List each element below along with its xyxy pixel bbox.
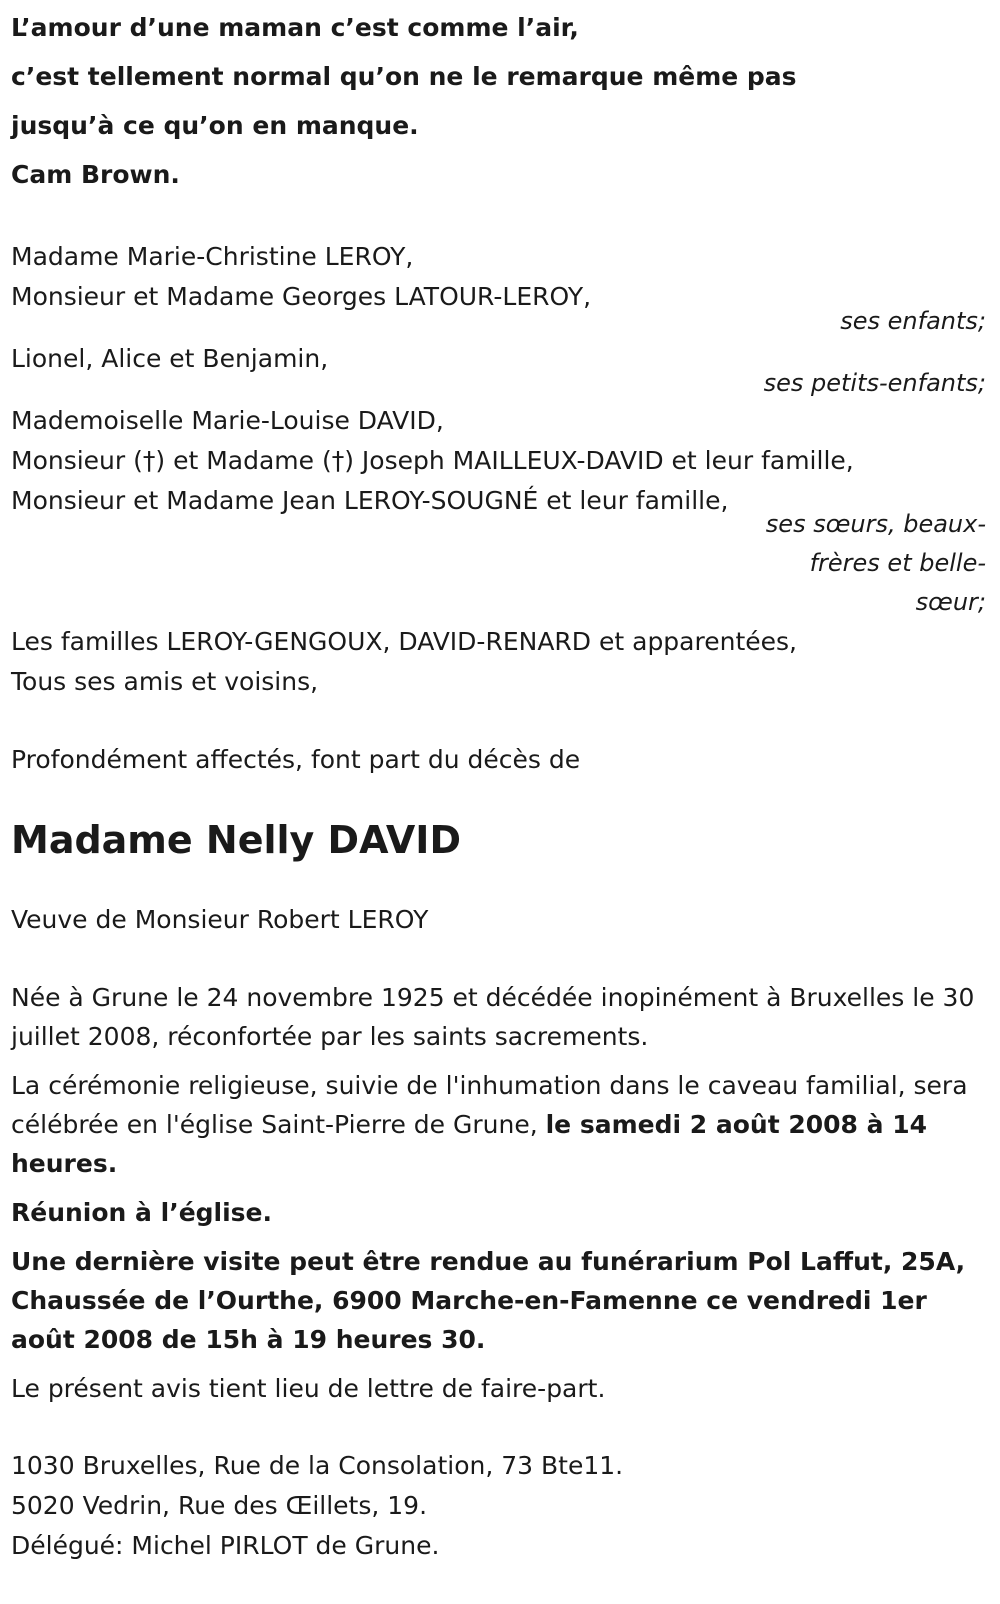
family-member: Lionel, Alice et Benjamin, <box>11 344 329 373</box>
ceremony-text: La cérémonie religieuse, suivie de l'inhumation dans le caveau familial, sera célébrée en l'église Saint-Pierre de Grune, <box>11 1071 968 1139</box>
family-member: Les familles LEROY-GENGOUX, DAVID-RENARD et apparentées, <box>11 627 797 656</box>
announcement-text: Profondément affectés, font part du décès de <box>11 745 581 774</box>
family-children <box>11 237 986 341</box>
visit-paragraph: Une dernière visite peut être rendue au funérarium Pol Laffut, 25A, Chaussée de l’Ourthe, 6900 Marche-en-Famenne ce vendredi 1er août 2008 de 15h à 19 heures 30. <box>11 1247 966 1354</box>
family-others <box>11 622 986 702</box>
reunion-text: Réunion à l’église. <box>11 1198 273 1227</box>
notice-text: Le présent avis tient lieu de lettre de faire-part. <box>11 1374 606 1403</box>
family-member: Tous ses amis et voisins, <box>11 667 319 696</box>
quote-line: c’est tellement normal qu’on ne le remarque même pas <box>11 62 797 91</box>
role-grandchildren: ses petits-enfants; <box>763 369 986 397</box>
addresses <box>11 1446 986 1566</box>
family-member: Mademoiselle Marie-Louise DAVID, <box>11 406 444 435</box>
widow-of: Veuve de Monsieur Robert LEROY <box>11 905 429 934</box>
family-grandchildren <box>11 339 986 403</box>
ceremony-paragraph <box>11 1066 986 1183</box>
epigraph-quote <box>11 3 986 199</box>
quote-line: L’amour d’une maman c’est comme l’air, <box>11 13 579 42</box>
quote-author: Cam Brown. <box>11 160 180 189</box>
delegate-line: Délégué: Michel PIRLOT de Grune. <box>11 1531 440 1560</box>
role-children: ses enfants; <box>840 307 986 335</box>
family-siblings <box>11 401 986 622</box>
role-siblings: ses sœurs, beaux-frères et belle-sœur; <box>765 510 986 616</box>
address-line: 1030 Bruxelles, Rue de la Consolation, 73 Bte11. <box>11 1451 624 1480</box>
address-line: 5020 Vedrin, Rue des Œillets, 19. <box>11 1491 428 1520</box>
family-member: Monsieur (†) et Madame (†) Joseph MAILLEUX-DAVID et leur famille, <box>11 446 854 475</box>
family-member: Madame Marie-Christine LEROY, <box>11 242 414 271</box>
family-member: Monsieur et Madame Jean LEROY-SOUGNÉ et leur famille, <box>11 486 729 515</box>
quote-line: jusqu’à ce qu’on en manque. <box>11 111 419 140</box>
family-member: Monsieur et Madame Georges LATOUR-LEROY, <box>11 282 592 311</box>
birth-death-paragraph: Née à Grune le 24 novembre 1925 et décédée inopinément à Bruxelles le 30 juillet 2008, réconfortée par les saints sacrements. <box>11 983 975 1051</box>
deceased-name: Madame Nelly DAVID <box>11 818 461 862</box>
ceremony-date: le samedi 2 août 2008 à 14 heures. <box>11 1110 928 1178</box>
obituary-notice <box>11 3 986 1566</box>
